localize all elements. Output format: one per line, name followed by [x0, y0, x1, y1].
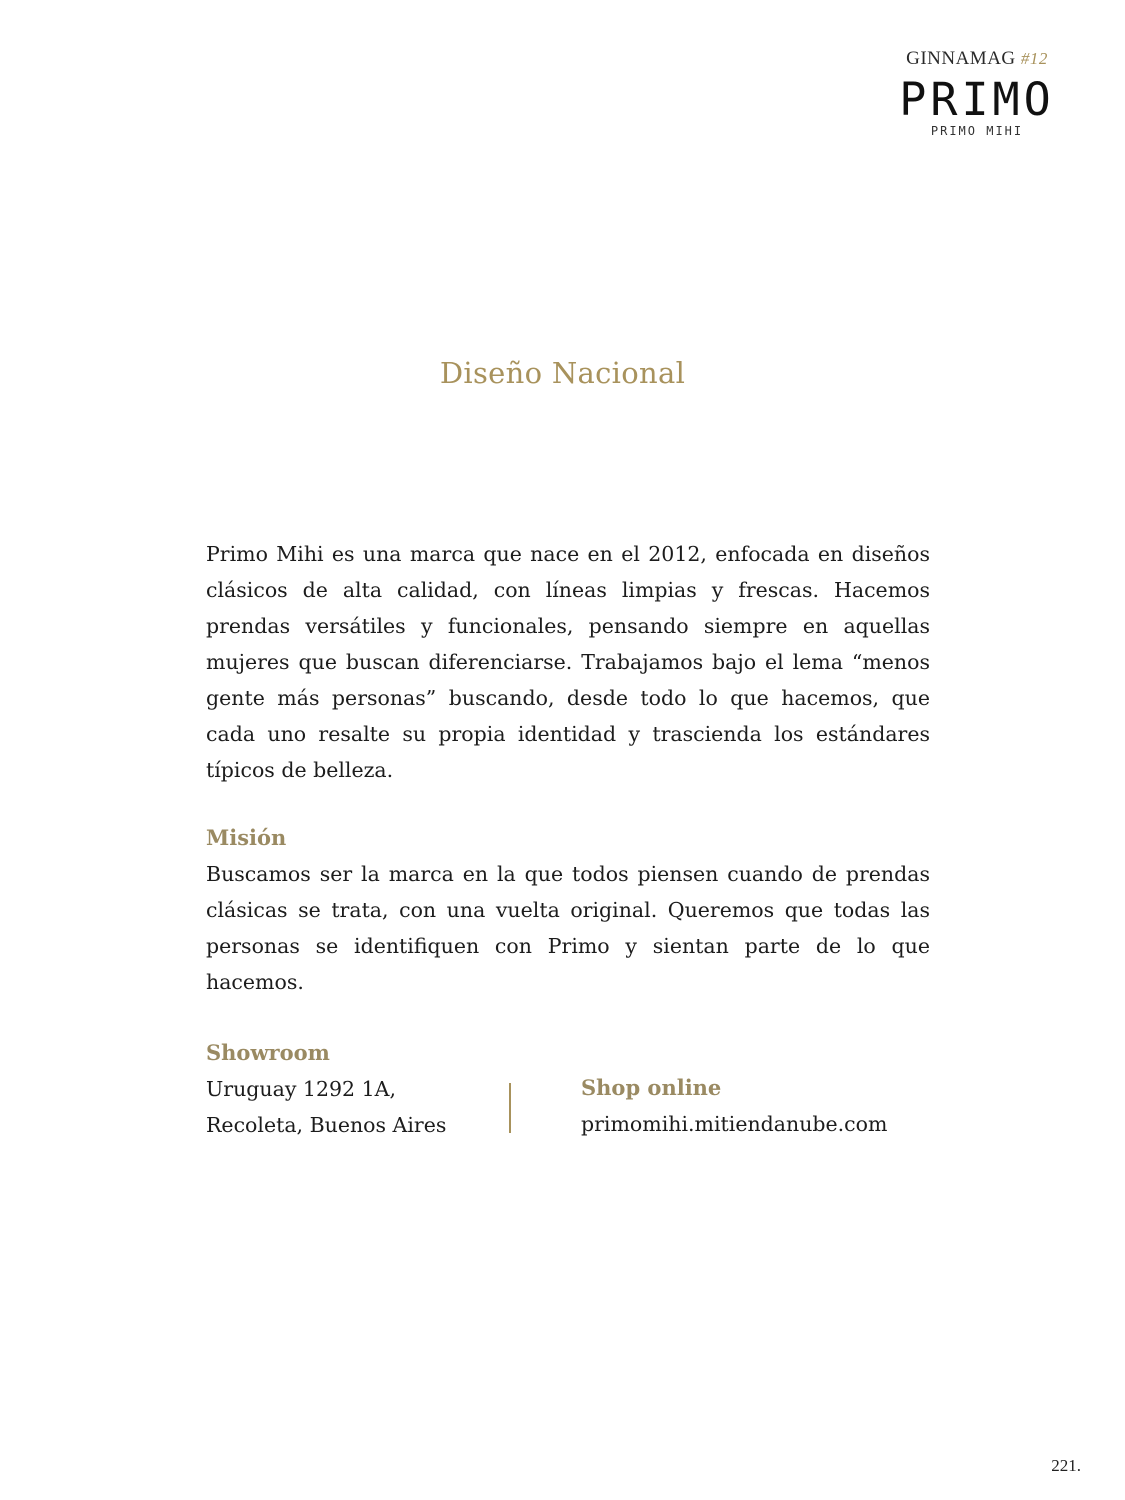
magazine-line [877, 46, 1077, 72]
mission-text: Buscamos ser la marca en la que todos piensen cuando de prendas clásicas se trata, con una vuelta original. Queremos que todas las personas se identifiquen con Primo y sientan parte de lo que hacemos. [206, 862, 930, 994]
shop-section [581, 1070, 1001, 1142]
page-title: Diseño Nacional [439, 356, 686, 390]
shop-url: primomihi.mitiendanube.com [581, 1112, 888, 1136]
mission-section [206, 820, 930, 1000]
brand-subtitle: PRIMO MIHI [930, 124, 1024, 138]
intro-paragraph: Primo Mihi es una marca que nace en el 2012, enfocada en diseños clásicos de alta calidad, con líneas limpias y frescas. Hacemos prendas versátiles y funcionales, pensando siempre en aquellas mujeres que buscan diferenciarse. Trabajamos bajo el lema “menos gente más personas” buscando, desde todo lo que hacemos, que cada uno resalte su propia identidad y trascienda los estándares típicos de belleza. [206, 542, 930, 782]
vertical-divider [509, 1083, 511, 1133]
showroom-address-line2: Recoleta, Buenos Aires [206, 1113, 447, 1137]
shop-label: Shop online [581, 1075, 722, 1100]
showroom-address-line1: Uruguay 1292 1A, [206, 1077, 396, 1101]
brand-name: PRIMO [899, 73, 1055, 126]
showroom-section [206, 1035, 496, 1143]
magazine-name: GINNAMAG [906, 48, 1016, 69]
mission-label: Misión [206, 825, 287, 850]
page-number: 221. [1051, 1456, 1081, 1475]
issue-number: #12 [1020, 49, 1048, 68]
masthead [877, 46, 1077, 138]
showroom-label: Showroom [206, 1040, 330, 1065]
